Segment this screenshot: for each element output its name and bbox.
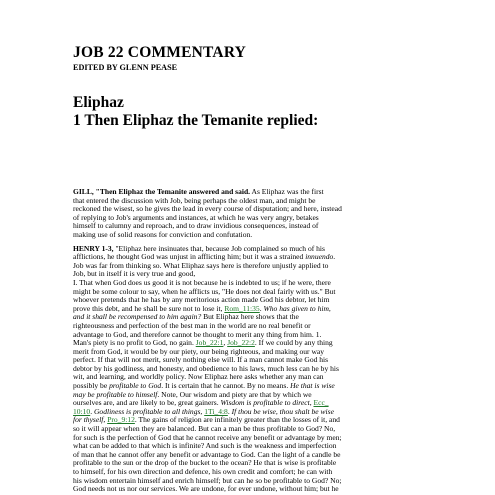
text-line: [73, 231, 425, 240]
body-text: making use of solid reasons for conviction and confutation.: [73, 229, 253, 239]
body-text: As Eliphaz was the first: [250, 187, 324, 196]
body-text: reckoned the wisest, so he gives the lead in every course of disputation; and here, instead: [73, 204, 342, 214]
bold-text: GILL, "Then Eliphaz the Temanite answered and said.: [73, 187, 251, 196]
body-text: Job was far from thinking so. What Eliphaz says here is therefore unjustly applied to: [73, 260, 329, 270]
bold-text: HENRY 1-3,: [73, 243, 116, 253]
italic-text: If thou be wise, thou shalt be wise: [231, 406, 334, 416]
gill-paragraph: [73, 188, 425, 240]
body-text: ourselves are, and are likely to be, great gainers.: [73, 398, 221, 408]
body-text: ,: [103, 415, 108, 425]
body-text: merit from God, it would be by our piety, our being righteous, and making our way: [73, 346, 325, 356]
body-text: for such is the perfection of God that he cannot receive any benefit or advantage by men;: [73, 432, 342, 442]
italic-text: Godliness is profitable to all things: [93, 406, 201, 416]
body-text: I. That when God does us good it is not because he is indebted to us; if he were, there: [73, 277, 331, 287]
italic-text: innuendo: [305, 252, 334, 262]
body-text: to himself, for his own direction and defence, his own credit and comfort; he can with: [73, 467, 333, 476]
speaker-heading: Eliphaz: [73, 94, 124, 111]
body-text: ,: [309, 398, 314, 408]
section-heading: [73, 94, 318, 130]
body-text: afflictions, he thought God was unjust in afflicting him; but it was a strained: [73, 252, 306, 262]
body-text: his wisdom entertain himself and enrich himself; but can he so be profitable to God? No;: [73, 475, 342, 485]
commentary-body: [73, 188, 425, 494]
italic-text: and it shall be recompensed to him again?: [73, 312, 202, 322]
document-title: JOB 22 COMMENTARY: [73, 44, 247, 61]
body-text: ,: [200, 406, 205, 416]
scripture-reference-link[interactable]: Ecc_: [313, 398, 329, 408]
italic-text: may be profitable to himself: [73, 389, 158, 399]
body-text: . If we could by any thing: [254, 338, 333, 348]
body-text: . It is certain that he cannot. By no means.: [161, 381, 291, 391]
body-text: righteousness and perfection of the best man in the world are no real benefit or: [73, 320, 311, 330]
body-text: "Eliphaz here insinuates that, because Job complained so much of his: [115, 243, 325, 253]
body-text: that entered the discussion with Job, being perhaps the oldest man, and might be: [73, 195, 316, 205]
body-text: . Note, Our wisdom and piety are that by which we: [157, 389, 312, 399]
scripture-reference-link[interactable]: Pro_9:12: [107, 415, 135, 425]
body-text: God needs not us nor our services. We are undone, for ever undone, without him; but he: [73, 484, 339, 494]
scripture-reference-link[interactable]: 1Ti_4:8: [204, 406, 228, 416]
scripture-reference-link[interactable]: 10:10: [73, 406, 91, 416]
body-text: wit, and learning, and worldly policy. Now Eliphaz here asks whether any man can: [73, 372, 324, 382]
italic-text: profitable to God: [109, 381, 162, 391]
body-text: Job, but in itself it is very true and good,: [73, 269, 196, 279]
text-line: [73, 485, 425, 494]
body-text: prove this debt, and he shall be sure not to lose it,: [73, 303, 225, 313]
body-text: ,: [223, 338, 228, 348]
body-text: .: [227, 406, 232, 416]
body-text: what can be added to that which is infinite? And such is the weakness and imperfection: [73, 441, 337, 451]
henry-paragraph: [73, 245, 425, 494]
body-text: advantage to God, and therefore cannot be thought to merit any thing from him. 1.: [73, 329, 322, 339]
body-text: But Eliphaz here shows that the: [201, 312, 299, 322]
body-text: possibly be: [73, 381, 110, 391]
body-text: .: [259, 303, 264, 313]
body-text: . The gains of religion are infinitely greater than the losses of it, and: [134, 415, 340, 425]
body-text: of replying to Job's arguments and instances, at which he was very angry, betakes: [73, 212, 319, 222]
body-text: of man that he cannot offer any benefit or advantage to God. Can the light of a candle be: [73, 449, 341, 459]
italic-text: for thyself: [73, 415, 104, 425]
body-text: .: [90, 406, 94, 416]
scripture-reference-link[interactable]: Job_22:2: [227, 338, 255, 348]
italic-text: He that is wise: [290, 381, 335, 391]
body-text: perfect. If that will not merit, surely nothing else will. If a man cannot make God his: [73, 355, 329, 365]
italic-text: Who has given to him,: [263, 303, 331, 313]
body-text: whoever pretends that he has by any meritorious action made God his debtor, let him: [73, 295, 330, 305]
body-text: Man's piety is no profit to God, no gain.: [73, 338, 196, 348]
body-text: so it will appear when they are balanced. But can a man be thus profitable to God? No,: [73, 424, 336, 434]
italic-text: Wisdom is profitable to direct: [220, 398, 310, 408]
body-text: debtor by his godliness, and honesty, and obedience to his laws, much less can he by his: [73, 363, 339, 373]
body-text: might be some colour to say, when he afflicts us, "He does not deal fairly with us." But: [73, 286, 336, 296]
body-text: .: [333, 252, 336, 262]
verse-heading: 1 Then Eliphaz the Temanite replied:: [73, 112, 319, 129]
body-text: himself to calumny and reproach, and to draw invidious consequences, instead of: [73, 221, 319, 231]
document-subtitle: EDITED BY GLENN PEASE: [73, 63, 178, 72]
scripture-reference-link[interactable]: Job_22:1: [195, 338, 224, 348]
body-text: profitable to the sun or the drop of the bucket to the ocean? He that is wise is profitable: [73, 458, 337, 468]
scripture-reference-link[interactable]: Rom_11:35: [224, 303, 260, 313]
